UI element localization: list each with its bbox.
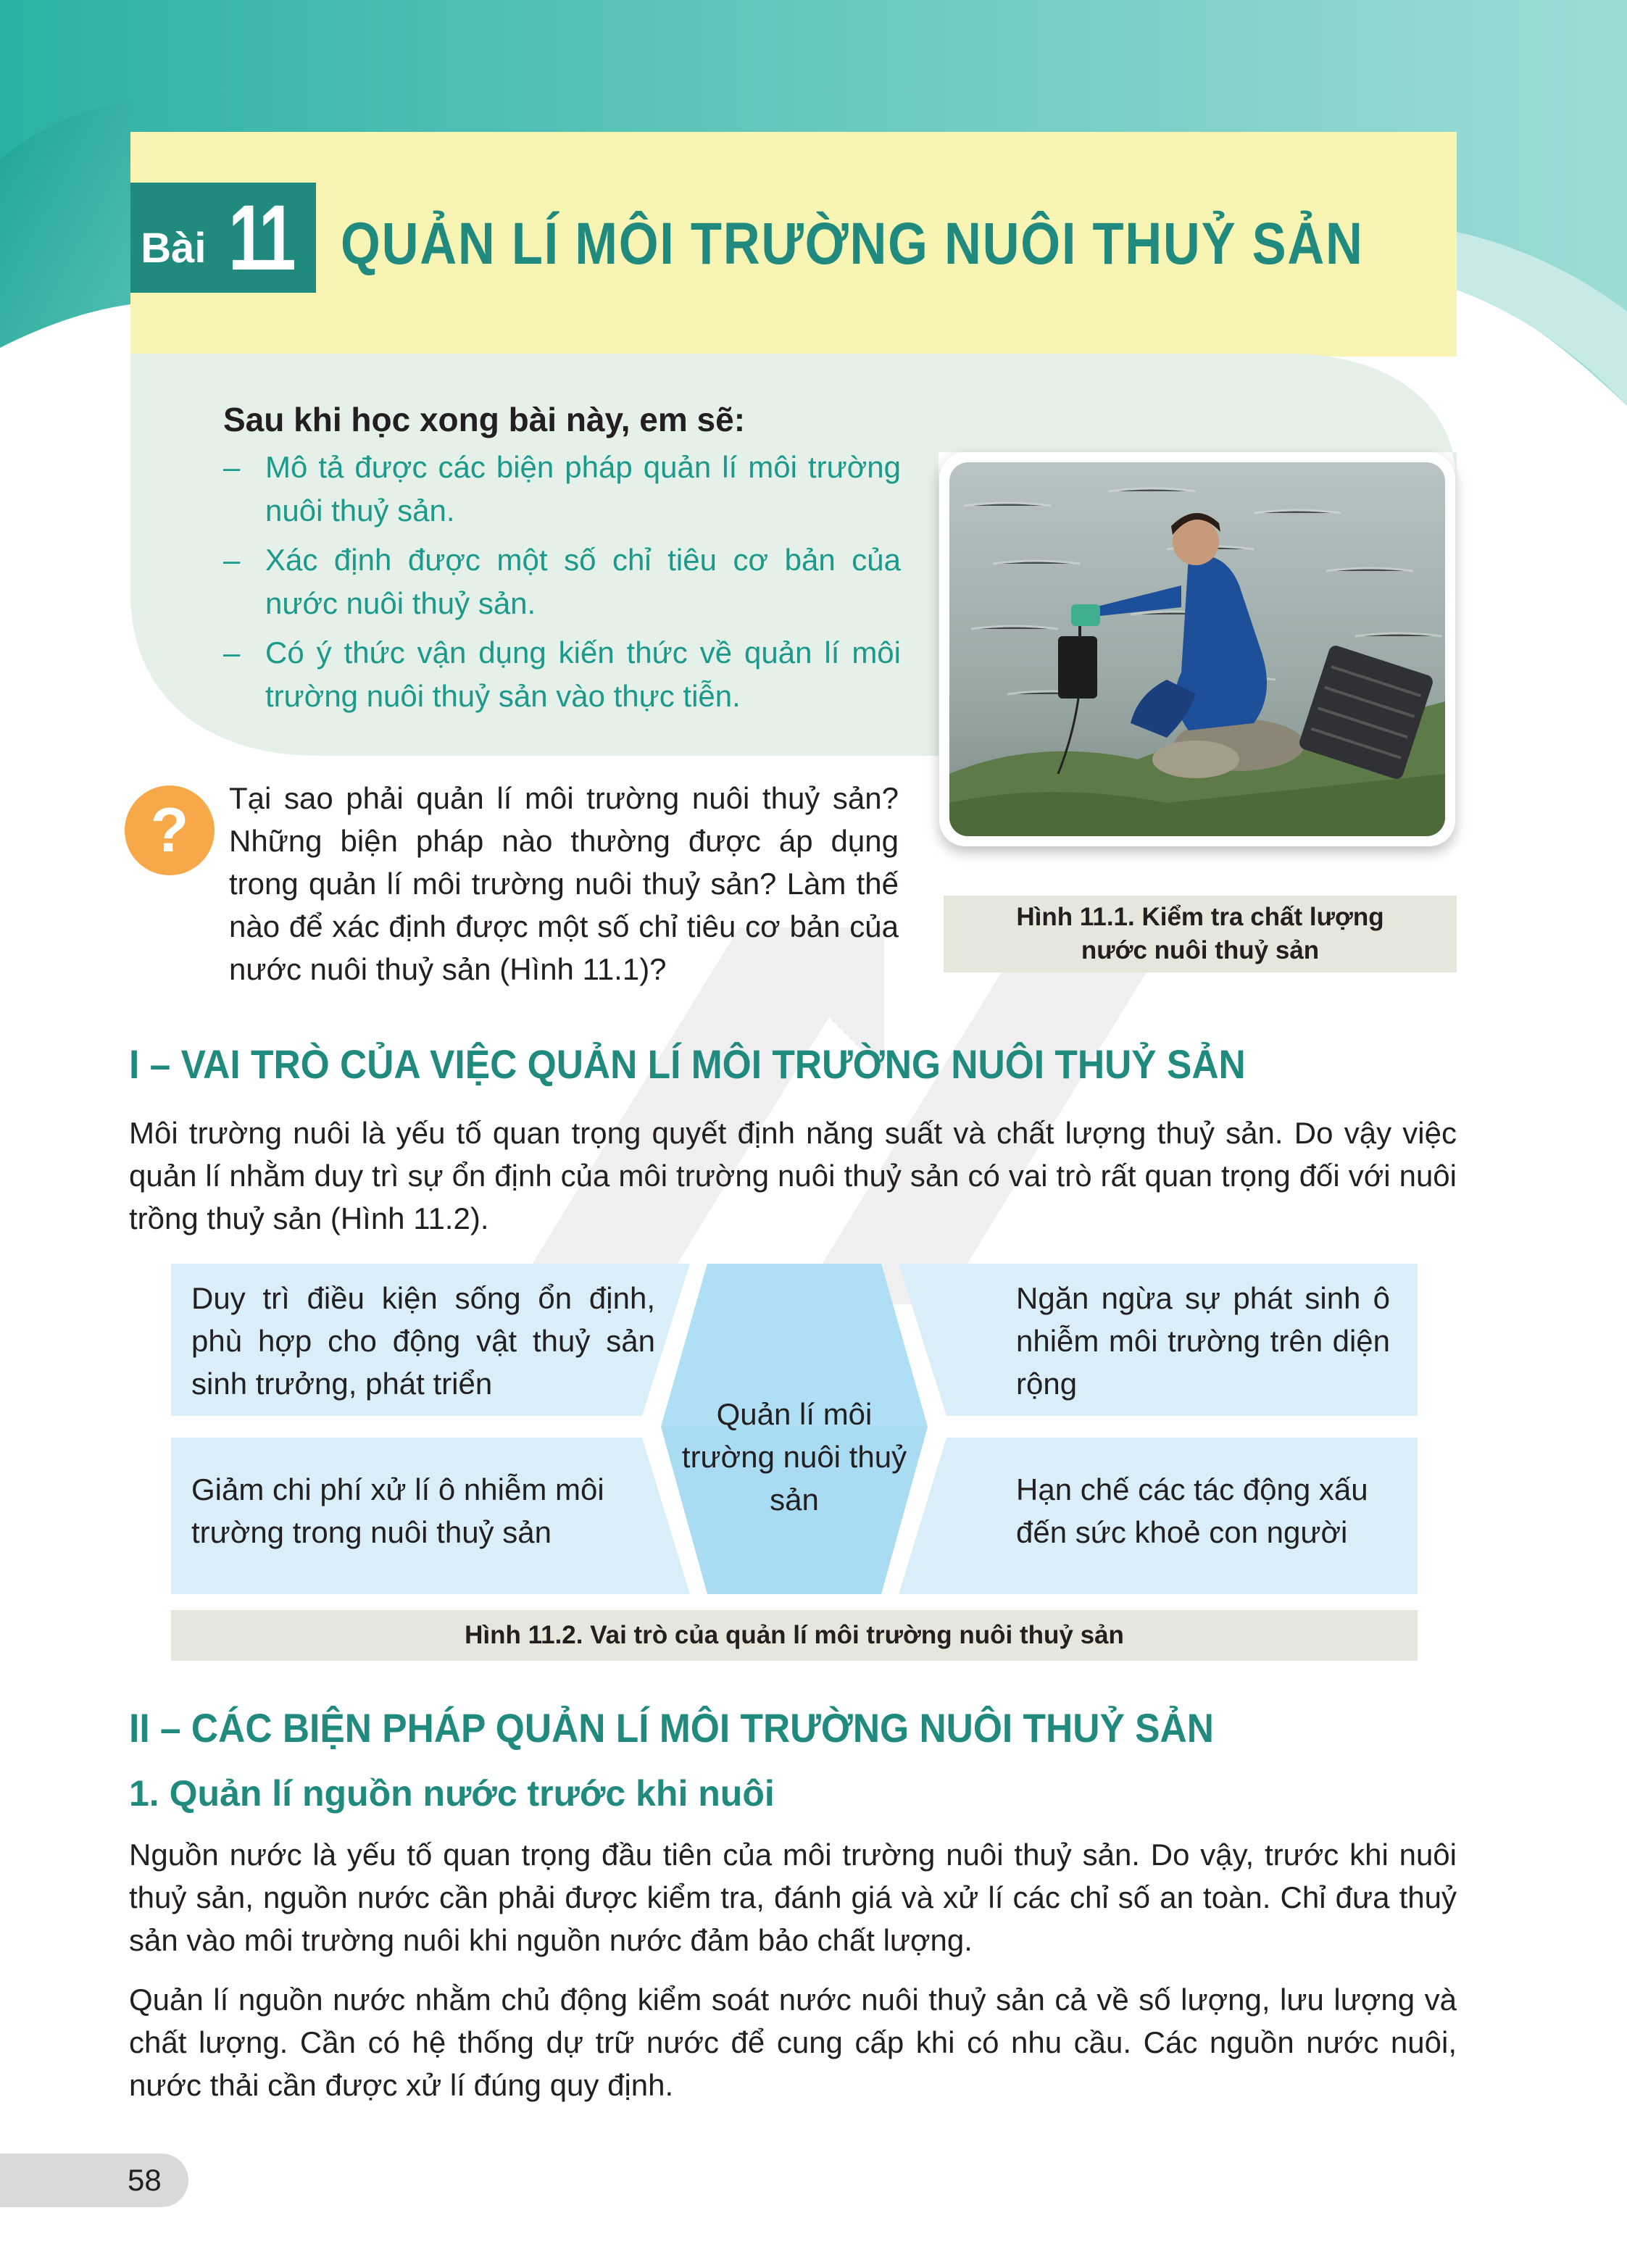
opening-question: Tại sao phải quản lí môi trường nuôi thuỷ sản? Những biện pháp nào thường được áp dụng trong quản lí môi trường nuôi thuỷ sản? Làm thế nào để xác định được một số chỉ tiêu cơ bản của nước nuôi thuỷ sản (Hình 11.1)?	[229, 781, 899, 986]
section-1-paragraph: Môi trường nuôi là yếu tố quan trọng quyết định năng suất và chất lượng thuỷ sản. Do vậy việc quản lí nhằm duy trì sự ổn định của môi trường nuôi thuỷ sản có vai trò rất quan trọng đối với nuôi trồng thuỷ sản (Hình 11.2).	[129, 1116, 1457, 1235]
question-mark-icon: ?	[125, 785, 215, 875]
diagram-top-right-text: Ngăn ngừa sự phát sinh ô nhiễm môi trường trên diện rộng	[1016, 1281, 1390, 1401]
lesson-word: Bài	[141, 224, 207, 272]
diagram-bottom-right-text: Hạn chế các tác động xấu đến sức khoẻ con người	[1016, 1472, 1368, 1549]
objective-item: – Xác định được một số chỉ tiêu cơ bản của nước nuôi thuỷ sản.	[223, 543, 901, 620]
water-testing-photo	[949, 462, 1445, 836]
objectives-heading: Sau khi học xong bài này, em sẽ:	[223, 401, 746, 438]
section-1-title: I – VAI TRÒ CỦA VIỆC QUẢN LÍ MÔI TRƯỜNG NUÔI THUỶ SẢN	[129, 1041, 1246, 1087]
section-2-title: II – CÁC BIỆN PHÁP QUẢN LÍ MÔI TRƯỜNG NUÔI THUỶ SẢN	[129, 1705, 1214, 1751]
figure-11-2-caption: Hình 11.2. Vai trò của quản lí môi trường nuôi thuỷ sản	[171, 1610, 1418, 1661]
figure-11-2-diagram	[171, 1264, 1418, 1597]
section-2-paragraph-2: Quản lí nguồn nước nhằm chủ động kiểm soát nước nuôi thuỷ sản cả về số lượng, lưu lượng và chất lượng. Cần có hệ thống dự trữ nước để cung cấp khi có nhu cầu. Các nguồn nước nuôi, nước thải cần được xử lí đúng quy định.	[129, 1983, 1457, 2102]
objective-item: – Mô tả được các biện pháp quản lí môi trường nuôi thuỷ sản.	[223, 450, 901, 528]
diagram-bottom-left-text: Giảm chi phí xử lí ô nhiễm môi trường trong nuôi thuỷ sản	[191, 1472, 604, 1549]
section-2-subtitle: 1. Quản lí nguồn nước trước khi nuôi	[129, 1773, 775, 1814]
objective-item: – Có ý thức vận dụng kiến thức về quản lí môi trường nuôi thuỷ sản vào thực tiễn.	[223, 635, 901, 713]
figure-11-1-caption: Hình 11.1. Kiểm tra chất lượng nước nuôi thuỷ sản	[944, 896, 1457, 972]
lesson-title: QUẢN LÍ MÔI TRƯỜNG NUÔI THUỶ SẢN	[341, 211, 1364, 277]
diagram-top-left-text: Duy trì điều kiện sống ổn định, phù hợp cho động vật thuỷ sản sinh trưởng, phát triển	[191, 1281, 655, 1401]
figure-11-1-photo-frame	[939, 452, 1455, 846]
diagram-center-text: Quản lí môi trường nuôi thuỷ sản	[681, 1397, 907, 1517]
page-number: 58	[0, 2154, 188, 2207]
section-2-paragraph-1: Nguồn nước là yếu tố quan trọng đầu tiên của môi trường nuôi thuỷ sản. Do vậy, trước khi nuôi thuỷ sản, nguồn nước cần phải được kiểm tra, đánh giá và xử lí các chỉ số an toàn. Chỉ đưa thuỷ sản vào môi trường nuôi khi nguồn nước đảm bảo chất lượng.	[129, 1838, 1457, 1957]
lesson-number: 11	[228, 185, 294, 290]
lesson-badge	[130, 183, 316, 293]
objectives-list	[223, 446, 901, 724]
